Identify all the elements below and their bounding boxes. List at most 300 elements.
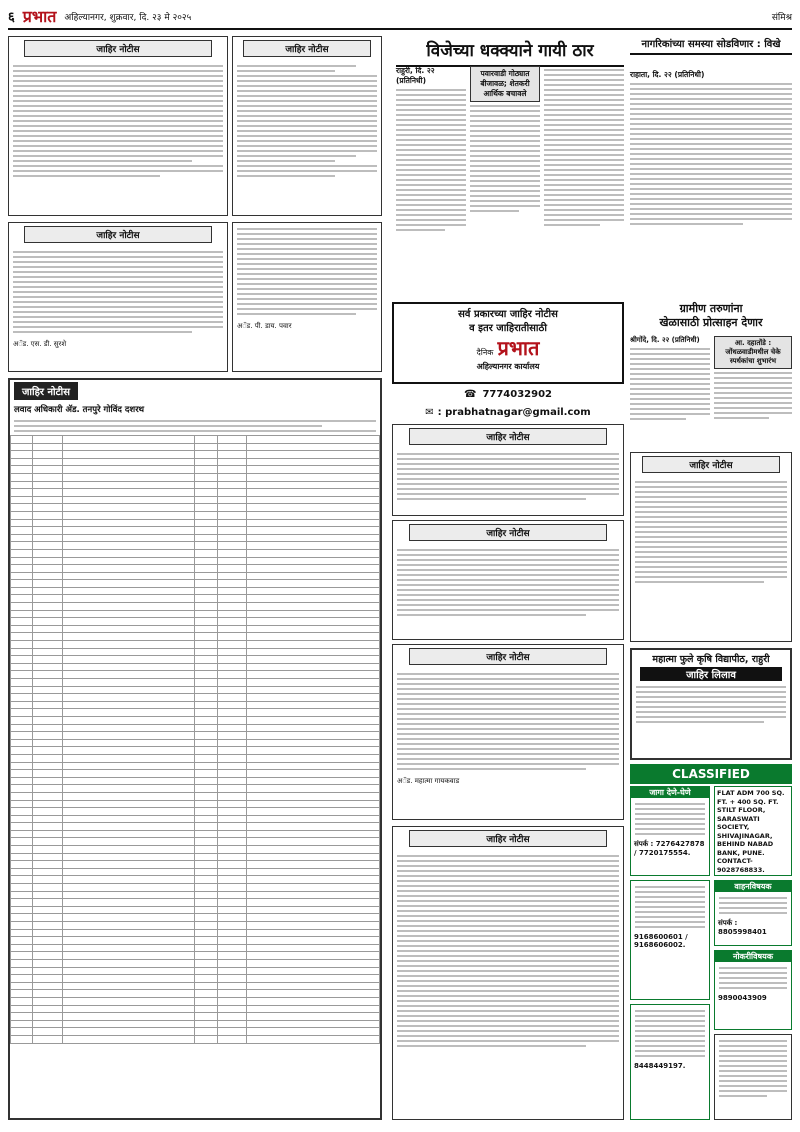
table-cell [195,732,217,740]
table-cell [195,565,217,573]
table-cell [247,1013,380,1021]
table-cell [33,777,63,785]
table-cell [11,694,33,702]
table-row [11,458,380,466]
table-cell [247,458,380,466]
table-cell [33,527,63,535]
table-cell [11,519,33,527]
table-cell [62,625,195,633]
table-cell [195,641,217,649]
notice-box-5: जाहिर नोटीस [392,424,624,516]
notice-box-7: जाहिर नोटीस अॅड. महात्मा गायकवाड [392,644,624,820]
table-cell [217,458,247,466]
table-cell [247,732,380,740]
right-story-body [630,70,792,280]
table-cell [11,800,33,808]
table-cell [62,610,195,618]
table-cell [11,899,33,907]
table-cell [195,549,217,557]
right-story-dateline: राहाता, दि. २२ (प्रतिनिधी) [630,70,705,79]
phone-icon: ☎ [463,388,477,400]
table-cell [62,1013,195,1021]
table-row [11,732,380,740]
email-icon: ✉ [425,406,434,418]
table-cell [217,937,247,945]
table-cell [11,815,33,823]
lavad-officer-name: लवाद अधिकारी ॲड. तनपुरे गोविंद दशरथ [14,405,145,415]
table-cell [33,466,63,474]
table-cell [11,1020,33,1028]
table-cell [33,633,63,641]
table-cell [195,899,217,907]
table-cell [62,481,195,489]
table-cell [11,762,33,770]
table-cell [62,595,195,603]
table-cell [195,990,217,998]
table-cell [33,641,63,649]
table-cell [247,800,380,808]
table-cell [195,944,217,952]
table-cell [11,792,33,800]
table-cell [11,466,33,474]
table-row [11,504,380,512]
table-row [11,656,380,664]
table-cell [195,481,217,489]
lilav-title: जाहिर लिलाव [640,667,782,681]
table-cell [33,823,63,831]
table-cell [62,641,195,649]
table-row [11,739,380,747]
table-cell [195,982,217,990]
table-cell [62,451,195,459]
table-cell [33,884,63,892]
table-cell [217,527,247,535]
table-cell [247,633,380,641]
table-cell [62,868,195,876]
table-cell [33,785,63,793]
table-cell [33,625,63,633]
table-row [11,770,380,778]
table-cell [217,823,247,831]
table-cell [33,754,63,762]
table-cell [33,770,63,778]
table-cell [33,511,63,519]
table-cell [33,732,63,740]
table-cell [195,1035,217,1043]
table-cell [195,511,217,519]
classified-vahan: वाहनविषयक संपर्क : 8805998401 [714,880,792,946]
table-cell [11,777,33,785]
table-cell [195,754,217,762]
table-cell [62,739,195,747]
table-cell [247,846,380,854]
table-cell [217,709,247,717]
table-cell [217,884,247,892]
table-cell [217,891,247,899]
classified-flat: FLAT ADM 700 SQ. FT. + 400 SQ. FT. STILT FLOOR, SARASWATI SOCIETY, SHIVAJINAGAR, BEHIND NABAD BANK, PUNE. CONTACT-9028768833. [714,786,792,876]
table-cell [195,891,217,899]
table-row [11,808,380,816]
table-row [11,937,380,945]
table-cell [217,694,247,702]
table-cell [33,587,63,595]
table-row [11,1035,380,1043]
table-cell [11,709,33,717]
table-cell [33,739,63,747]
table-cell [33,451,63,459]
table-cell [33,830,63,838]
table-cell [195,709,217,717]
table-cell [62,443,195,451]
table-cell [11,572,33,580]
table-cell [62,792,195,800]
table-cell [247,853,380,861]
table-cell [195,701,217,709]
table-cell [217,1013,247,1021]
table-cell [217,587,247,595]
table-cell [247,785,380,793]
table-cell [62,542,195,550]
table-cell [62,982,195,990]
right-story-headline: नागरिकांच्या समस्या सोडविणार : विखे [630,38,792,55]
table-cell [217,944,247,952]
table-cell [62,1005,195,1013]
table-cell [11,990,33,998]
table-cell [11,770,33,778]
table-cell [62,656,195,664]
table-cell [11,663,33,671]
table-cell [62,671,195,679]
table-cell [11,884,33,892]
table-cell [11,458,33,466]
advert-phone-row [392,386,624,402]
sport-story-col1: श्रीगोंदे, दि. २२ (प्रतिनिधी) [630,336,710,446]
table-cell [247,914,380,922]
table-cell [33,906,63,914]
table-cell [217,800,247,808]
table-cell [247,1028,380,1036]
table-cell [11,542,33,550]
table-cell [247,1035,380,1043]
table-cell [217,701,247,709]
table-cell [33,1028,63,1036]
table-cell [247,830,380,838]
table-cell [33,565,63,573]
table-cell [33,542,63,550]
table-cell [217,853,247,861]
table-cell [62,914,195,922]
table-cell [217,625,247,633]
table-row [11,792,380,800]
masthead-logo: प्रभात [22,7,57,26]
table-row [11,861,380,869]
table-cell [247,641,380,649]
classified-jaga: जागा देणे-घेणे संपर्क : 7276427878 / 7720175554. [630,786,710,876]
table-cell [195,679,217,687]
table-cell [195,527,217,535]
table-cell [247,565,380,573]
table-row [11,451,380,459]
table-cell [217,785,247,793]
table-row [11,587,380,595]
table-cell [62,1020,195,1028]
table-row [11,891,380,899]
table-cell [62,754,195,762]
table-cell [33,656,63,664]
table-cell [217,716,247,724]
table-cell [247,823,380,831]
table-cell [11,656,33,664]
table-cell [217,443,247,451]
notice-box-6: जाहिर नोटीस [392,520,624,640]
table-cell [11,1013,33,1021]
table-cell [11,481,33,489]
table-cell [217,489,247,497]
notice-box-4 [232,222,382,372]
edition-line: अहिल्यानगर, शुक्रवार, दि. २३ मे २०२५ [64,12,192,23]
table-cell [247,557,380,565]
table-row [11,565,380,573]
table-cell [195,595,217,603]
table-cell [217,929,247,937]
table-cell [62,580,195,588]
table-cell [195,876,217,884]
prabhat-advert: सर्व प्रकारच्या जाहिर नोटीस व इतर जाहिरातीसाठी दैनिक प्रभात अहिल्यानगर कार्यालय [392,302,624,384]
table-cell [62,853,195,861]
table-cell [11,959,33,967]
table-cell [247,792,380,800]
table-cell [11,937,33,945]
table-cell [33,458,63,466]
table-cell [247,466,380,474]
table-cell [195,580,217,588]
table-cell [247,876,380,884]
table-cell [62,906,195,914]
table-cell [217,997,247,1005]
table-cell [62,967,195,975]
main-story-col1 [396,66,466,286]
table-cell [247,884,380,892]
table-row [11,534,380,542]
advert-email-row [392,404,624,420]
signature-advocate: अॅड. पी. डाय. पवार [237,322,292,330]
table-row [11,975,380,983]
table-cell [247,770,380,778]
table-cell [33,1020,63,1028]
table-cell [247,489,380,497]
table-cell [33,861,63,869]
table-cell [217,496,247,504]
table-cell [62,823,195,831]
table-row [11,716,380,724]
table-cell [217,975,247,983]
table-row [11,595,380,603]
table-cell [33,959,63,967]
table-cell [247,549,380,557]
table-cell [195,1013,217,1021]
table-cell [217,656,247,664]
table-cell [195,633,217,641]
table-row [11,1005,380,1013]
table-cell [62,519,195,527]
table-cell [11,610,33,618]
table-cell [33,709,63,717]
table-cell [247,716,380,724]
table-cell [11,914,33,922]
table-cell [62,785,195,793]
table-cell [62,716,195,724]
table-cell [33,876,63,884]
table-cell [33,686,63,694]
table-cell [62,549,195,557]
main-story-kicker: पवारवाडी गोठ्यात बीजावळ; शेतकरी आर्थिक बचावले [470,66,540,102]
imprint-box [714,1034,792,1120]
table-cell [195,648,217,656]
table-cell [195,861,217,869]
notice-box-3 [8,222,228,372]
table-cell [11,823,33,831]
table-cell [217,671,247,679]
table-cell [62,808,195,816]
table-cell [217,1035,247,1043]
table-cell [62,709,195,717]
table-cell [247,1005,380,1013]
table-cell [247,511,380,519]
table-cell [217,648,247,656]
table-cell [247,709,380,717]
table-cell [11,754,33,762]
table-cell [33,534,63,542]
table-cell [247,519,380,527]
table-cell [33,929,63,937]
table-cell [33,671,63,679]
table-cell [195,603,217,611]
table-cell [195,762,217,770]
table-cell [195,770,217,778]
table-cell [217,792,247,800]
table-cell [11,504,33,512]
table-row [11,762,380,770]
table-cell [195,967,217,975]
table-cell [195,785,217,793]
table-row [11,929,380,937]
table-cell [62,975,195,983]
table-cell [195,572,217,580]
table-cell [195,656,217,664]
table-cell [195,671,217,679]
table-cell [62,496,195,504]
table-cell [247,906,380,914]
table-cell [62,922,195,930]
table-cell [62,838,195,846]
table-row [11,952,380,960]
table-cell [62,489,195,497]
table-cell [247,473,380,481]
table-cell [195,975,217,983]
main-story-headline: विजेच्या धक्क्याने गायी ठार [396,38,624,67]
classified-misc-2: 8448449197. [630,1004,710,1120]
table-cell [247,527,380,535]
table-cell [247,944,380,952]
table-cell [195,815,217,823]
table-cell [247,504,380,512]
main-story-dateline: राहुरी, दि. २२ (प्रतिनिधी) [396,66,435,85]
table-cell [62,458,195,466]
table-cell [62,587,195,595]
table-cell [11,1005,33,1013]
table-cell [33,580,63,588]
table-row [11,1028,380,1036]
table-row [11,610,380,618]
table-cell [217,603,247,611]
table-cell [33,618,63,626]
table-cell [33,443,63,451]
table-row [11,868,380,876]
table-cell [33,1005,63,1013]
table-cell [62,686,195,694]
table-cell [217,724,247,732]
table-cell [11,1035,33,1043]
table-cell [11,838,33,846]
table-cell [195,466,217,474]
table-cell [247,451,380,459]
table-cell [11,648,33,656]
table-cell [62,618,195,626]
table-row [11,785,380,793]
table-cell [62,527,195,535]
table-cell [217,1028,247,1036]
table-row [11,686,380,694]
table-cell [247,838,380,846]
table-cell [217,868,247,876]
table-cell [217,747,247,755]
table-cell [195,853,217,861]
sport-quote-box: आ. दहातोंडे : जोंधळवाडीमधील चेके स्पर्धकांचा शुभारंभ [714,336,792,369]
table-cell [217,861,247,869]
table-cell [195,777,217,785]
table-cell [62,884,195,892]
table-row [11,922,380,930]
table-cell [11,580,33,588]
table-row [11,724,380,732]
table-cell [62,732,195,740]
table-row [11,747,380,755]
table-row [11,618,380,626]
table-row [11,519,380,527]
table-row [11,830,380,838]
table-cell [33,975,63,983]
table-row [11,481,380,489]
table-cell [247,747,380,755]
table-cell [11,603,33,611]
advert-line-1: सर्व प्रकारच्या जाहिर नोटीस [458,309,558,320]
table-cell [11,679,33,687]
section-name: संमिश्र [771,12,792,23]
table-cell [33,603,63,611]
table-cell [217,808,247,816]
table-cell [11,1028,33,1036]
table-cell [62,1028,195,1036]
table-cell [247,625,380,633]
table-cell [33,679,63,687]
table-cell [62,861,195,869]
table-cell [195,914,217,922]
table-cell [217,663,247,671]
table-cell [62,876,195,884]
table-cell [11,982,33,990]
advert-office: अहिल्यानगर कार्यालय [476,362,540,371]
table-cell [62,770,195,778]
